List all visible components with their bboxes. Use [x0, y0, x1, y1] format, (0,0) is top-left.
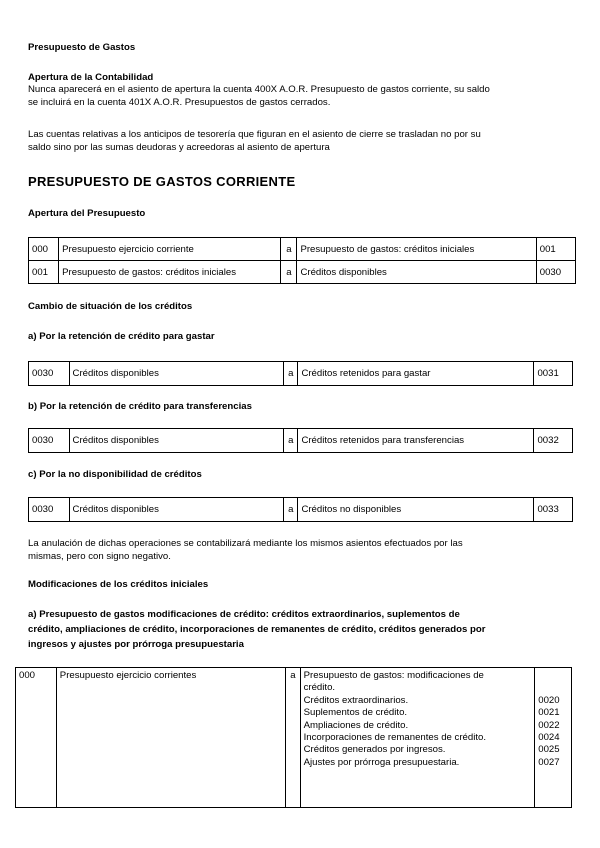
cambio-a-heading: a) Por la retención de crédito para gastar — [28, 331, 215, 342]
credit-codes — [535, 668, 572, 808]
debit-account: Créditos disponibles — [69, 498, 284, 522]
debit-account: Presupuesto ejercicio corriente — [59, 238, 281, 261]
debit-code: 0030 — [29, 362, 70, 386]
modificaciones-a-heading-line3: ingresos y ajustes por prórroga presupuestaria — [28, 639, 244, 650]
credit-code: 0022 — [538, 719, 560, 731]
modificaciones-a-heading-line1: a) Presupuesto de gastos modificaciones de crédito: créditos extraordinarios, suplementos de — [28, 609, 460, 620]
credit-line: Ampliaciones de crédito. — [303, 719, 409, 731]
a-separator: a — [284, 429, 298, 453]
credit-code: 0031 — [534, 362, 573, 386]
a-separator: a — [281, 261, 297, 284]
credit-account: Créditos retenidos para transferencias — [298, 429, 534, 453]
credit-code: 0033 — [534, 498, 573, 522]
debit-code: 000 — [29, 238, 59, 261]
credit-code: 0020 — [538, 694, 560, 706]
credit-account: Créditos no disponibles — [298, 498, 534, 522]
credit-accounts — [300, 668, 535, 808]
a-separator: a — [286, 668, 300, 808]
apertura-contabilidad-para1-line1: Nunca aparecerá en el asiento de apertura la cuenta 400X A.O.R. Presupuesto de gastos corriente, su saldo — [28, 84, 490, 95]
debit-code: 000 — [16, 668, 57, 808]
a-separator: a — [284, 362, 298, 386]
table-row — [29, 238, 576, 261]
debit-account: Presupuesto ejercicio corrientes — [56, 668, 286, 808]
credit-account: Presupuesto de gastos: créditos iniciales — [297, 238, 536, 261]
debit-account: Presupuesto de gastos: créditos iniciales — [59, 261, 281, 284]
anulacion-note-line1: La anulación de dichas operaciones se contabilizará mediante los mismos asientos efectuados por las — [28, 538, 463, 549]
credit-code: 0024 — [538, 732, 560, 744]
debit-code: 001 — [29, 261, 59, 284]
table-row — [29, 498, 573, 522]
credit-code: 0032 — [534, 429, 573, 453]
credit-code: 0025 — [538, 744, 560, 756]
apertura-presupuesto-heading: Apertura del Presupuesto — [28, 208, 146, 219]
apertura-contabilidad-heading: Apertura de la Contabilidad — [28, 72, 154, 83]
credit-line: Presupuesto de gastos: modificaciones de — [303, 670, 484, 681]
credit-code: 0027 — [538, 756, 560, 768]
credit-line: Créditos generados por ingresos. — [303, 744, 446, 756]
credit-account: Créditos retenidos para gastar — [298, 362, 534, 386]
modificaciones-table — [15, 667, 572, 808]
credit-line: Suplementos de crédito. — [303, 707, 408, 719]
apertura-contabilidad-para2-line2: saldo sino por las sumas deudoras y acreedoras al asiento de apertura — [28, 142, 330, 153]
apertura-contabilidad-para1-line2: se incluirá en la cuenta 401X A.O.R. Presupuestos de gastos cerrados. — [28, 97, 331, 108]
cambio-b-heading: b) Por la retención de crédito para transferencias — [28, 401, 252, 412]
credit-code: 0021 — [538, 707, 560, 719]
apertura-presupuesto-table — [28, 237, 576, 284]
a-separator: a — [284, 498, 298, 522]
cambio-c-heading: c) Por la no disponibilidad de créditos — [28, 469, 202, 480]
table-row — [29, 362, 573, 386]
page-title: Presupuesto de Gastos — [28, 42, 136, 53]
table-row — [29, 261, 576, 284]
table-row — [29, 429, 573, 453]
debit-account: Créditos disponibles — [69, 429, 284, 453]
debit-code: 0030 — [29, 498, 70, 522]
credit-line: Incorporaciones de remanentes de crédito. — [303, 732, 486, 744]
credit-code: 001 — [536, 238, 575, 261]
section-heading: PRESUPUESTO DE GASTOS CORRIENTE — [28, 174, 296, 189]
cambio-c-table — [28, 497, 573, 522]
table-row — [16, 668, 572, 808]
debit-code: 0030 — [29, 429, 70, 453]
credit-code: 0030 — [536, 261, 575, 284]
apertura-contabilidad-para2-line1: Las cuentas relativas a los anticipos de tesorería que figuran en el asiento de cierre se trasladan no por su — [28, 129, 481, 140]
credit-line: Créditos extraordinarios. — [303, 694, 409, 706]
a-separator: a — [281, 238, 297, 261]
cambio-situacion-heading: Cambio de situación de los créditos — [28, 301, 193, 312]
cambio-a-table — [28, 361, 573, 386]
cambio-b-table — [28, 428, 573, 453]
debit-account: Créditos disponibles — [69, 362, 284, 386]
modificaciones-heading: Modificaciones de los créditos iniciales — [28, 579, 209, 590]
credit-line: Ajustes por prórroga presupuestaria. — [303, 756, 460, 768]
credit-line: crédito. — [303, 682, 336, 694]
modificaciones-a-heading-line2: crédito, ampliaciones de crédito, incorporaciones de remanentes de crédito, créditos generados por — [28, 624, 486, 635]
credit-account: Créditos disponibles — [297, 261, 536, 284]
anulacion-note-line2: mismas, pero con signo negativo. — [28, 551, 171, 562]
